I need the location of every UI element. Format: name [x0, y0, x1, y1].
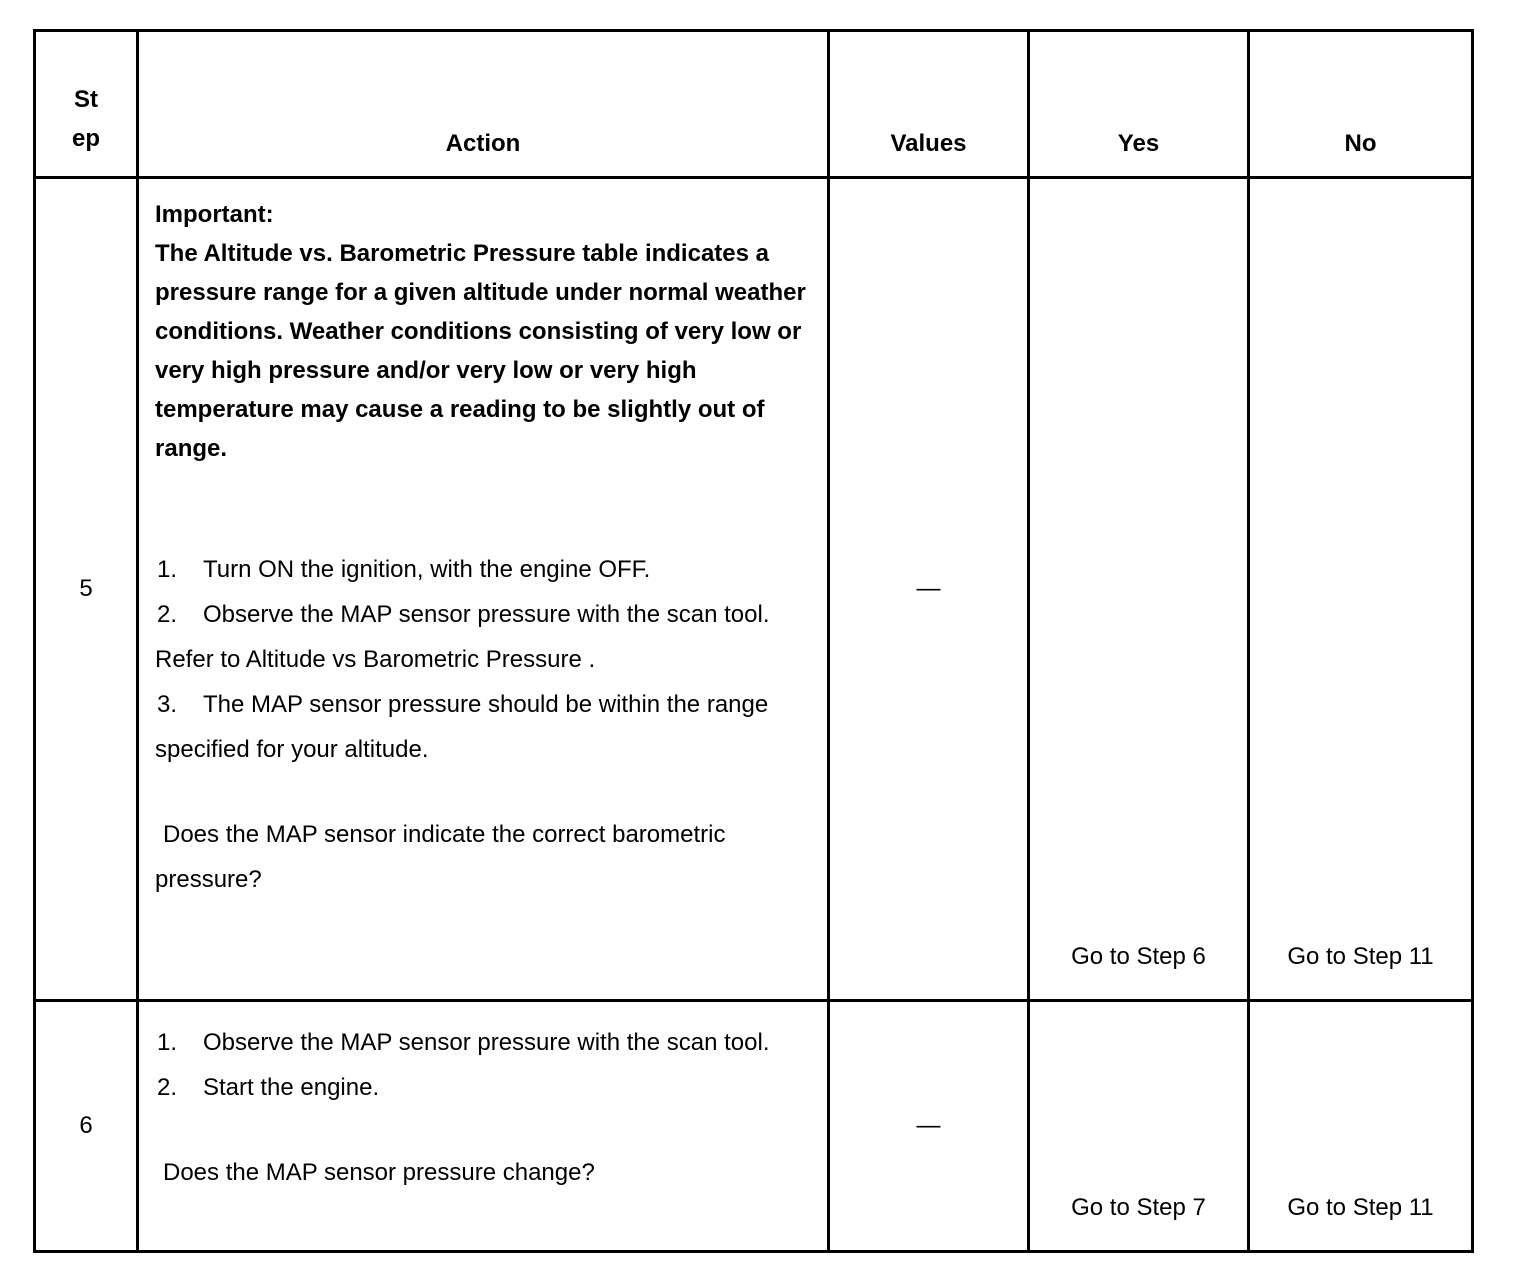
step-list [155, 1020, 813, 1110]
important-note [155, 179, 813, 468]
diagnostic-table [33, 29, 1474, 1253]
no-cell: Go to Step 11 [1249, 178, 1473, 1001]
yes-cell: Go to Step 6 [1029, 178, 1249, 1001]
list-item: 3. The MAP sensor pressure should be within the range specified for your altitude. [155, 691, 769, 763]
header-values: Values [829, 31, 1029, 178]
header-row [35, 31, 1473, 178]
values-cell: — [829, 1001, 1029, 1252]
step-number: 5 [35, 178, 138, 1001]
action-cell [138, 1001, 829, 1252]
header-step: St ep [35, 31, 138, 178]
step-number: 6 [35, 1001, 138, 1252]
question: Does the MAP sensor pressure change? [163, 1159, 595, 1186]
header-yes: Yes [1029, 31, 1249, 178]
values-cell: — [829, 178, 1029, 1001]
table-row [35, 178, 1473, 1001]
yes-cell: Go to Step 7 [1029, 1001, 1249, 1252]
important-text: The Altitude vs. Barometric Pressure table indicates a pressure range for a given altitude under normal weather conditions. Weather conditions consisting of very low or very high pressure and/or very low or very high temperature may cause a reading to be slightly out of range. [155, 240, 806, 462]
header-no: No [1249, 31, 1473, 178]
no-cell: Go to Step 11 [1249, 1001, 1473, 1252]
step-list [155, 547, 813, 772]
list-item: 1. Turn ON the ignition, with the engine OFF. [157, 556, 651, 583]
table-row [35, 1001, 1473, 1252]
important-title: Important: [155, 201, 274, 228]
action-cell [138, 178, 829, 1001]
header-action: Action [138, 31, 829, 178]
list-item: 2. Observe the MAP sensor pressure with the scan tool. Refer to Altitude vs Barometric Pressure . [155, 601, 770, 673]
list-item: 1. Observe the MAP sensor pressure with the scan tool. [157, 1029, 770, 1056]
question: Does the MAP sensor indicate the correct barometric pressure? [155, 821, 726, 893]
list-item: 2. Start the engine. [157, 1074, 380, 1101]
